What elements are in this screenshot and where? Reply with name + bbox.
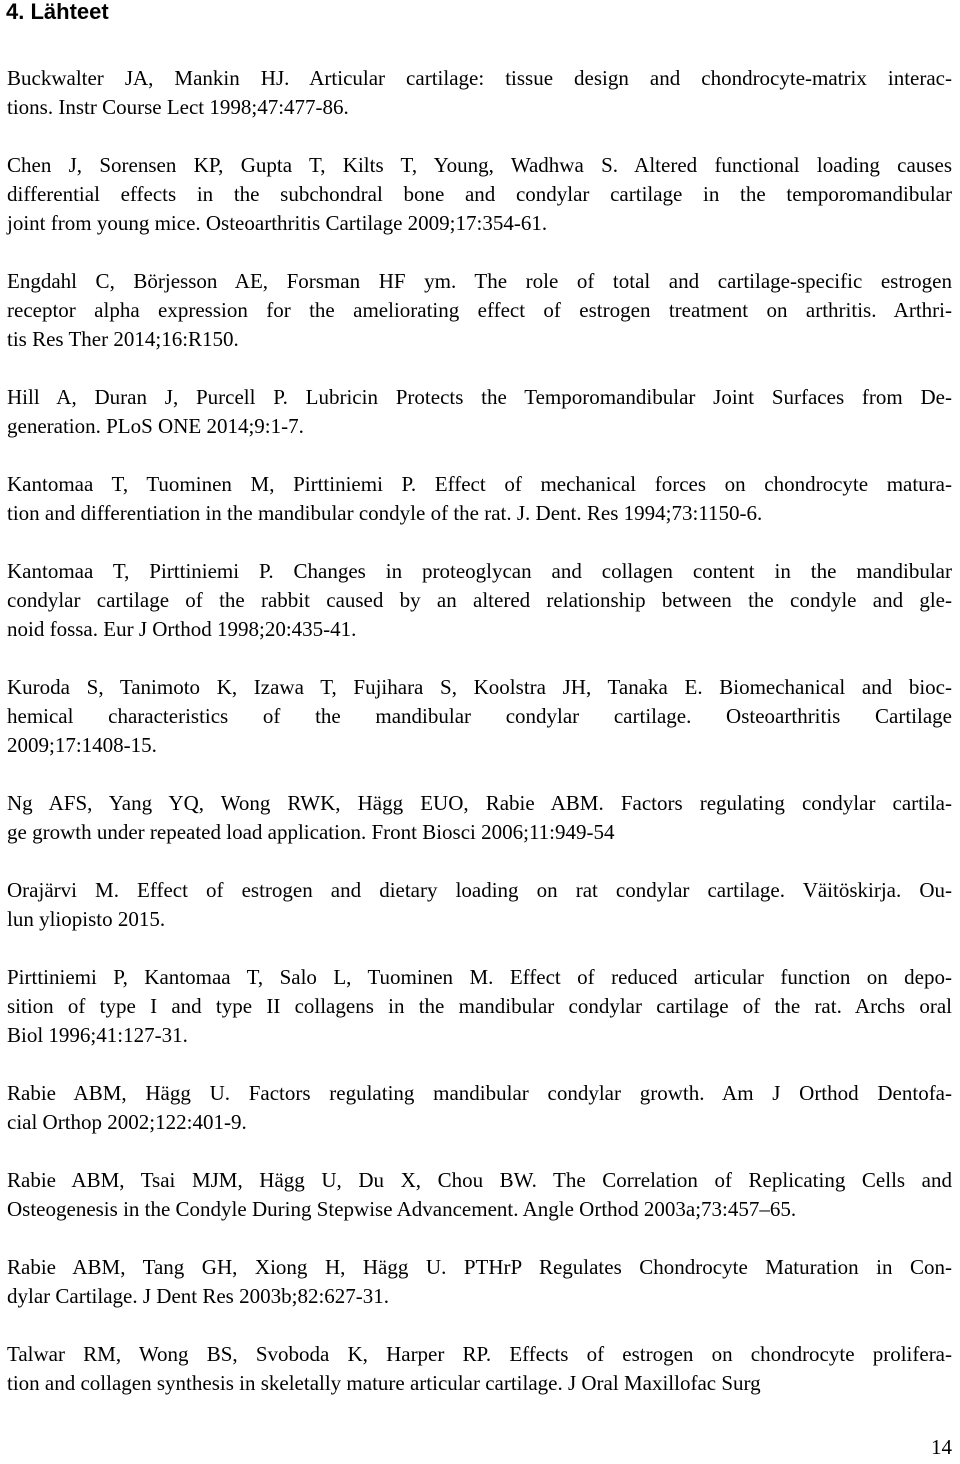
reference-line: Pirttiniemi P, Kantomaa T, Salo L, Tuominen M. Effect of reduced articular function on depo-: [7, 965, 952, 989]
reference-line: tion and differentiation in the mandibular condyle of the rat. J. Dent. Res 1994;73:1150-6.: [7, 501, 763, 525]
reference-line: cial Orthop 2002;122:401-9.: [7, 1110, 247, 1134]
reference-entry: [7, 383, 952, 441]
reference-line: Hill A, Duran J, Purcell P. Lubricin Protects the Temporomandibular Joint Surfaces from De-: [7, 385, 952, 409]
page-number: 14: [931, 1435, 952, 1459]
reference-entry: [7, 1340, 952, 1398]
reference-line: Ng AFS, Yang YQ, Wong RWK, Hägg EUO, Rabie ABM. Factors regulating condylar cartila-: [7, 791, 952, 815]
reference-line: 2009;17:1408-15.: [7, 733, 157, 757]
reference-line: tion and collagen synthesis in skeletally mature articular cartilage. J Oral Maxillofac Surg: [7, 1371, 761, 1395]
reference-entry: [7, 1253, 952, 1311]
reference-entry: [7, 673, 952, 760]
reference-line: receptor alpha expression for the ameliorating effect of estrogen treatment on arthritis. Arthri-: [7, 298, 952, 322]
reference-line: generation. PLoS ONE 2014;9:1-7.: [7, 414, 304, 438]
reference-entry: [7, 64, 952, 122]
reference-entry: [7, 963, 952, 1050]
reference-line: tis Res Ther 2014;16:R150.: [7, 327, 239, 351]
reference-entry: [7, 1166, 952, 1224]
reference-entry: [7, 1079, 952, 1137]
reference-line: Kantomaa T, Tuominen M, Pirttiniemi P. Effect of mechanical forces on chondrocyte matura-: [7, 472, 952, 496]
reference-entry: [7, 557, 952, 644]
reference-entry: [7, 267, 952, 354]
reference-line: Engdahl C, Börjesson AE, Forsman HF ym. The role of total and cartilage-specific estrogen: [7, 269, 952, 293]
reference-line: noid fossa. Eur J Orthod 1998;20:435-41.: [7, 617, 357, 641]
reference-line: Osteogenesis in the Condyle During Stepwise Advancement. Angle Orthod 2003a;73:457–65.: [7, 1197, 797, 1221]
reference-line: Rabie ABM, Tsai MJM, Hägg U, Du X, Chou BW. The Correlation of Replicating Cells and: [7, 1168, 952, 1192]
reference-line: condylar cartilage of the rabbit caused by an altered relationship between the condyle and gle-: [7, 588, 952, 612]
reference-line: ge growth under repeated load application. Front Biosci 2006;11:949-54: [7, 820, 615, 844]
reference-line: hemical characteristics of the mandibular condylar cartilage. Osteoarthritis Cartilage: [7, 704, 952, 728]
reference-entry: [7, 151, 952, 238]
reference-line: Rabie ABM, Tang GH, Xiong H, Hägg U. PTHrP Regulates Chondrocyte Maturation in Con-: [7, 1255, 952, 1279]
reference-entry: [7, 470, 952, 528]
reference-line: Orajärvi M. Effect of estrogen and dietary loading on rat condylar cartilage. Väitöskirja. Ou-: [7, 878, 952, 902]
reference-line: Kantomaa T, Pirttiniemi P. Changes in proteoglycan and collagen content in the mandibular: [7, 559, 952, 583]
reference-line: dylar Cartilage. J Dent Res 2003b;82:627-31.: [7, 1284, 390, 1308]
reference-entry: [7, 876, 952, 934]
reference-line: joint from young mice. Osteoarthritis Cartilage 2009;17:354-61.: [7, 211, 548, 235]
reference-line: Buckwalter JA, Mankin HJ. Articular cartilage: tissue design and chondrocyte-matrix interac-: [7, 66, 952, 90]
reference-entry: [7, 789, 952, 847]
reference-line: sition of type I and type II collagens in the mandibular condylar cartilage of the rat. Archs oral: [7, 994, 952, 1018]
reference-line: lun yliopisto 2015.: [7, 907, 166, 931]
reference-line: differential effects in the subchondral bone and condylar cartilage in the temporomandibular: [7, 182, 952, 206]
reference-line: Talwar RM, Wong BS, Svoboda K, Harper RP. Effects of estrogen on chondrocyte prolifera-: [7, 1342, 952, 1366]
reference-line: Kuroda S, Tanimoto K, Izawa T, Fujihara S, Koolstra JH, Tanaka E. Biomechanical and bioc-: [7, 675, 952, 699]
section-heading: 4. Lähteet: [6, 0, 109, 24]
reference-line: tions. Instr Course Lect 1998;47:477-86.: [7, 95, 349, 119]
reference-line: Rabie ABM, Hägg U. Factors regulating mandibular condylar growth. Am J Orthod Dentofa-: [7, 1081, 952, 1105]
reference-line: Biol 1996;41:127-31.: [7, 1023, 188, 1047]
reference-list: [7, 64, 952, 1398]
reference-line: Chen J, Sorensen KP, Gupta T, Kilts T, Young, Wadhwa S. Altered functional loading causes: [7, 153, 952, 177]
